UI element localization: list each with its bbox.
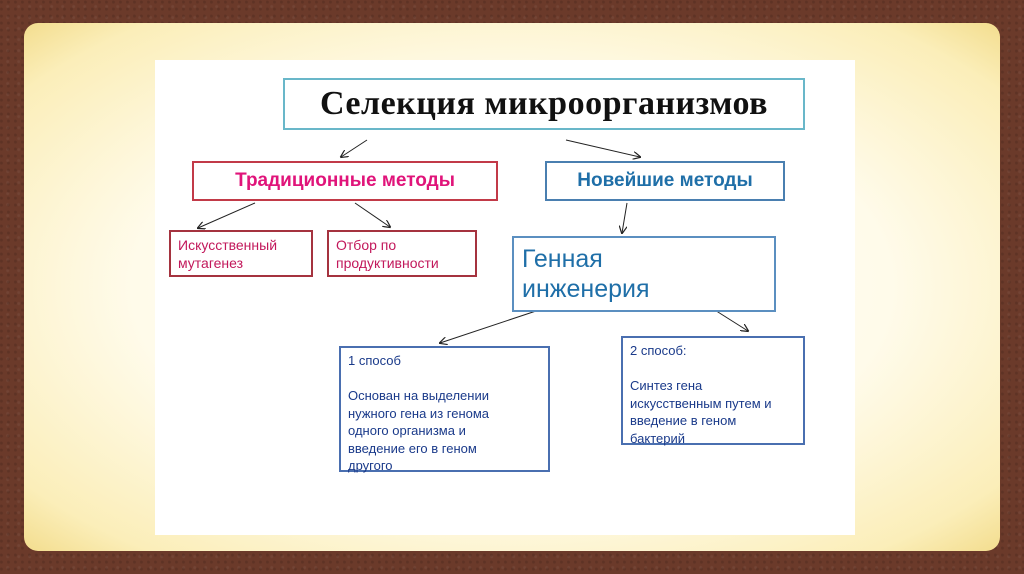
genetic-engineering-box: Генная инженерия — [512, 236, 776, 312]
mutagenesis-box: Искусственный мутагенез — [169, 230, 313, 277]
diagram-title: Селекция микроорганизмов — [283, 78, 805, 130]
traditional-methods-box: Традиционные методы — [192, 161, 498, 201]
method-1-box: 1 способ Основан на выделении нужного гена из генома одного организма и введение его в геном другого — [339, 346, 550, 472]
arrow-title-to-modern — [566, 140, 640, 157]
arrow-modern-to-genetic — [622, 203, 627, 233]
productivity-selection-box: Отбор по продуктивности — [327, 230, 477, 277]
arrow-traditional-to-mutagenesis — [198, 203, 255, 228]
arrow-traditional-to-selection — [355, 203, 390, 227]
modern-methods-box: Новейшие методы — [545, 161, 785, 201]
method-2-box: 2 способ: Синтез гена искусственным путем и введение в геном бактерий — [621, 336, 805, 445]
arrow-title-to-traditional — [341, 140, 367, 157]
